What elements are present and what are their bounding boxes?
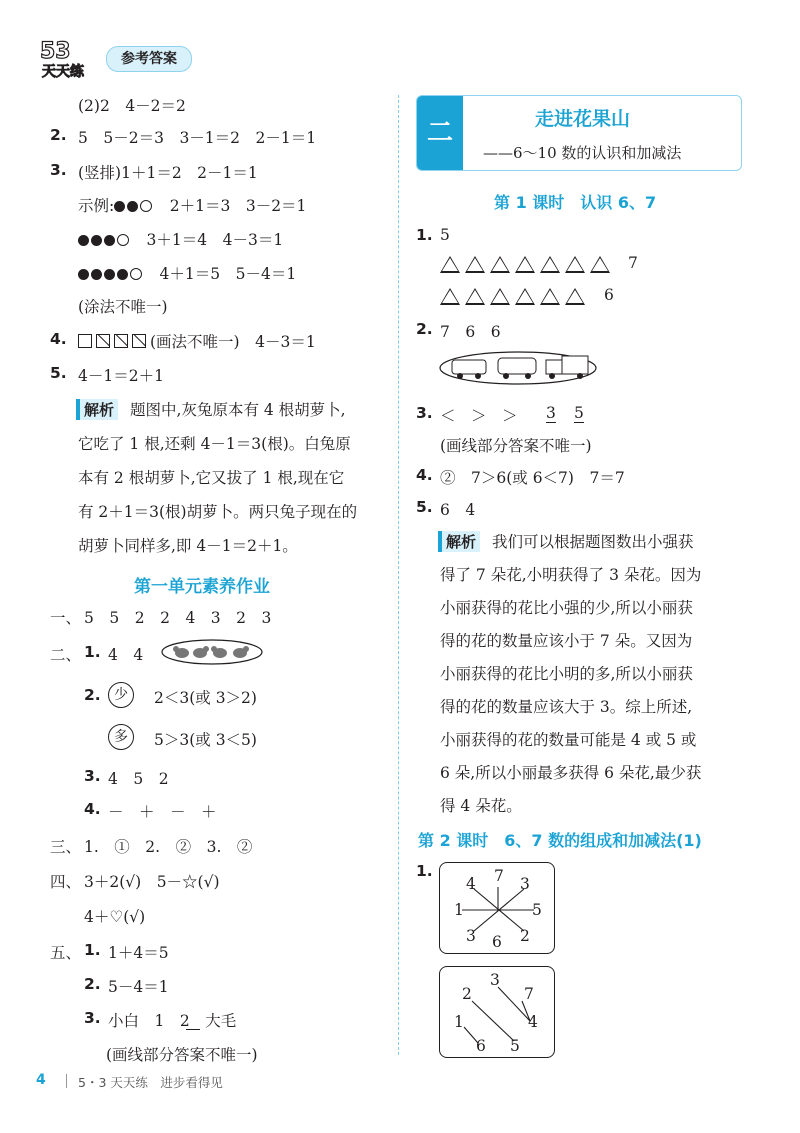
triangle-icon [490,256,510,273]
r3-answer: ＜ ＞ ＞ [440,407,518,425]
r2-answer: 7 6 6 [440,323,501,341]
triangle-icon [565,256,585,273]
r4-answer: ② 7＞6(或 6＜7) 7＝7 [440,469,625,487]
s5-q1-number: 1. [84,941,101,959]
square-icon [78,334,92,348]
analysis-block-left [76,398,346,420]
column-divider [398,95,399,1055]
empty-circle-icon [117,234,129,246]
filled-dot-icon [78,235,89,246]
triangle-icon [540,288,560,305]
s5-q2-answer: 5－4＝1 [108,978,169,996]
s2-q3-answer: 4 5 2 [108,770,169,788]
s5-q2-number: 2. [84,975,101,993]
triangles-row-6 [440,288,590,309]
r5-number: 5. [416,498,433,516]
s5-q3-number: 3. [84,1009,101,1027]
s2-q1-number: 1. [84,643,101,661]
filled-dot-icon [104,269,115,280]
triangle-icon [440,256,460,273]
q5-number: 5. [50,364,67,382]
example-label: 示例: [78,197,115,215]
footer-slogan: 5・3 天天练 进步看得见 [78,1075,223,1090]
circled-many [108,724,134,750]
triangle-icon [565,288,585,305]
s1-label: 一、 [50,609,82,627]
triangles-count-6: 6 [604,286,614,304]
circled-char: 少 [108,682,134,708]
q3-number: 3. [50,161,67,179]
unit-subtitle: ——6～10 数的认识和加减法 [483,144,682,162]
s5-q3-answer: 小白 1 2 大毛 [108,1012,237,1030]
crossed-square-icon [96,334,110,348]
r3-underlined-2: 5 [574,404,584,422]
triangle-icon [590,256,610,273]
triangle-icon [540,256,560,273]
s2-q2b-answer: 5＞3(或 3＜5) [154,731,257,749]
filled-dot-icon [91,235,102,246]
triangle-icon [465,256,485,273]
example-eq-2: 3＋1＝4 4－3＝1 [146,231,284,249]
node: 4 [528,1013,538,1031]
section-title: 第一单元素养作业 [134,577,270,597]
analysis-line: 小丽获得的花的数量可能是 4 或 5 或 [440,731,697,749]
r3-underlined-1: 3 [546,404,556,422]
r4-number: 4. [416,466,433,484]
analysis-line: 小丽获得的花比小明的多,所以小丽获 [440,665,693,683]
q3-example-row-1 [78,194,306,216]
r3-note: (画线部分答案不唯一) [440,437,592,455]
svg-text:天天练: 天天练 [42,64,84,80]
analysis-label: 解析 [76,399,118,420]
analysis-line: 得的花的数量应该大于 3。综上所述, [440,698,693,716]
node: 6 [476,1037,486,1055]
q2-number: 2. [50,126,67,144]
analysis-line: 题图中,灰兔原本有 4 根胡萝卜, [130,401,346,419]
q4-answer [78,330,316,352]
filled-dot-icon [127,201,138,212]
node: 1 [454,1013,464,1031]
r2-number: 2. [416,320,433,338]
node: 2 [462,985,472,1003]
analysis-line: 得了 7 朵花,小明获得了 3 朵花。因为 [440,566,702,584]
q2-answer: 5 5－2＝3 3－1＝2 2－1＝1 [78,129,317,147]
s2-q1-answer: 4 4 [108,646,144,664]
node: 3 [490,971,500,989]
triangles-row-7 [440,256,615,277]
analysis-line: 6 朵,所以小丽最多获得 6 朵花,最少获 [440,764,702,782]
r1-number: 1. [416,226,433,244]
lesson-2-title: 第 2 课时 6、7 数的组成和加减法(1) [418,831,702,850]
node: 6 [492,933,502,951]
composition-diagram-1 [439,862,555,954]
node: 3 [466,927,476,945]
q5-answer: 4－1＝2＋1 [78,367,164,385]
unit-title: 走进花果山 [535,108,631,130]
q4-number: 4. [50,330,67,348]
analysis-line: 我们可以根据题图数出小强获 [492,533,694,551]
lesson-1-title: 第 1 课时 认识 6、7 [494,193,657,212]
q3-example-row-2 [78,228,283,250]
s3-answer: 1. ① 2. ② 3. ② [84,838,253,856]
r1-answer: 5 [440,226,450,244]
empty-circle-icon [140,200,152,212]
q3-answer: (竖排)1＋1＝2 2－1＝1 [78,164,258,182]
r3-number: 3. [416,404,433,422]
s2-label: 二、 [50,646,82,664]
s2-q4-number: 4. [84,800,101,818]
q3-note: (涂法不唯一) [78,298,168,316]
node: 7 [524,985,534,1003]
s4-label: 四、 [50,873,82,891]
unit-number: 二 [417,96,463,170]
animals-circled-image [160,638,264,666]
s2-q4-answer: － ＋ － ＋ [108,803,217,821]
analysis-line: 得 4 朵花。 [440,797,522,815]
analysis-line: 得的花的数量应该小于 7 朵。又因为 [440,632,693,650]
triangle-icon [465,288,485,305]
analysis-line: 小丽获得的花比小强的少,所以小丽获 [440,599,693,617]
circled-char: 多 [108,724,134,750]
page-number: 4 [36,1072,46,1088]
q3-example-row-3 [78,262,296,284]
filled-dot-icon [91,269,102,280]
s2-q2-number: 2. [84,686,101,704]
analysis-line: 它吃了 1 根,还剩 4－1＝3(根)。白兔原 [78,435,351,453]
answer-key-badge: 参考答案 [106,46,192,72]
s4-row-2: 4＋♡(√) [84,908,146,926]
s3-label: 三、 [50,838,82,856]
filled-dot-icon [78,269,89,280]
crossed-square-icon [132,334,146,348]
circled-few [108,682,134,708]
r5-answer: 6 4 [440,501,476,519]
brand-logo [38,36,100,80]
triangle-icon [515,256,535,273]
s1-answer: 5 5 2 2 4 3 2 3 [84,609,272,627]
node: 5 [532,901,542,919]
svg-text:53: 53 [40,39,71,64]
analysis-line: 胡萝卜同样多,即 4－1＝2＋1。 [78,537,298,555]
s4-row-1: 3＋2(√) 5－☆(√) [84,873,220,891]
node: 7 [494,867,504,885]
unit-banner [416,95,742,171]
filled-dot-icon [104,235,115,246]
example-eq-3: 4＋1＝5 5－4＝1 [159,265,297,283]
analysis-label: 解析 [438,531,480,552]
footer-separator [66,1074,67,1088]
crossed-square-icon [114,334,128,348]
example-eq-1: 2＋1＝3 3－2＝1 [169,197,307,215]
analysis-line: 本有 2 根胡萝卜,它又拔了 1 根,现在它 [78,469,345,487]
node: 4 [466,875,476,893]
vehicles-circled-image [438,350,598,386]
g1-number: 1. [416,862,433,880]
empty-circle-icon [130,268,142,280]
triangles-count-7: 7 [628,254,638,272]
node: 3 [520,875,530,893]
left-line-1: (2)2 4－2＝2 [78,97,186,115]
triangle-icon [440,288,460,305]
s2-q2-answer: 2＜3(或 3＞2) [154,689,257,707]
s5-note: (画线部分答案不唯一) [106,1046,258,1064]
underline [186,1029,200,1030]
composition-diagram-2 [439,966,555,1058]
triangle-icon [490,288,510,305]
analysis-block-right [438,530,694,552]
s5-q1-answer: 1＋4＝5 [108,944,169,962]
q4-text: (画法不唯一) 4－3＝1 [150,333,316,351]
node: 2 [520,927,530,945]
node: 5 [510,1037,520,1055]
filled-dot-icon [117,269,128,280]
analysis-line: 有 2＋1＝3(根)胡萝卜。两只兔子现在的 [78,503,358,521]
filled-dot-icon [114,201,125,212]
s2-q3-number: 3. [84,767,101,785]
triangle-icon [515,288,535,305]
node: 1 [454,901,464,919]
s5-label: 五、 [50,944,82,962]
